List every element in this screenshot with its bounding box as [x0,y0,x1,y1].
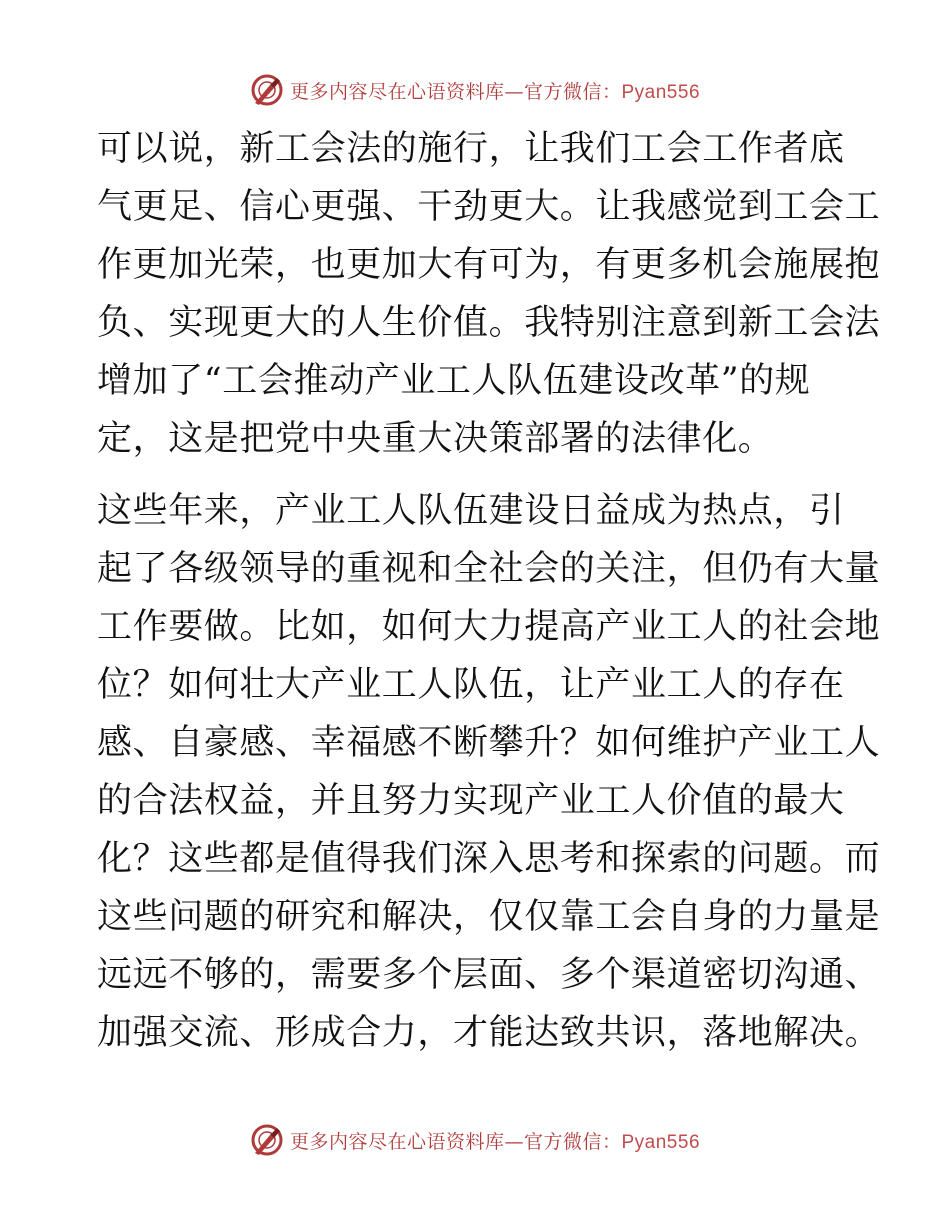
text-line: 远远不够的，需要多个层面、多个渠道密切沟通、 [97,955,881,995]
text-line: 定，这是把党中央重大决策部署的法律化。 [97,419,774,459]
text-line: 这些年来，产业工人队伍建设日益成为热点，引 [97,491,845,531]
text-line: 位？如何壮大产业工人队伍，让产业工人的存在 [97,665,845,705]
text-line: 起了各级领导的重视和全社会的关注，但仍有大量 [97,549,881,589]
text-line: 负、实现更大的人生价值。我特别注意到新工会法 [97,303,881,343]
text-line: 加强交流、形成合力，才能达致共识，落地解决。 [97,1013,881,1053]
text-line: 这些问题的研究和解决，仅仅靠工会自身的力量是 [97,897,881,937]
header-banner-text [290,77,700,104]
header-banner-content [250,73,700,107]
pen-logo-icon [250,73,284,107]
footer-banner [0,1120,950,1160]
text-line: 作更加光荣，也更加大有可为，有更多机会施展抱 [97,245,881,285]
banner-separator: — [504,1130,524,1153]
paragraph-2 [97,482,881,1062]
paragraph-1 [97,120,881,468]
text-line: 化？这些都是值得我们深入思考和探索的问题。而 [97,839,881,879]
text-line: 增加了“工会推动产业工人队伍建设改革”的规 [97,361,811,401]
text-line: 可以说，新工会法的施行，让我们工会工作者底 [97,129,845,169]
pen-logo-icon [250,1123,284,1157]
footer-banner-text [290,1127,700,1154]
banner-wechat-account: Pyan556 [621,1131,701,1153]
banner-separator: — [504,80,524,103]
banner-main-text: 更多内容尽在心语资料库 [289,80,505,103]
footer-banner-content [250,1123,700,1157]
banner-wechat-label: 官方微信： [523,1130,622,1153]
document-body [97,120,881,1062]
banner-wechat-account: Pyan556 [621,81,701,103]
header-banner [0,70,950,110]
text-line: 的合法权益，并且努力实现产业工人价值的最大 [97,781,845,821]
banner-main-text: 更多内容尽在心语资料库 [289,1130,505,1153]
banner-wechat-label: 官方微信： [523,80,622,103]
text-line: 气更足、信心更强、干劲更大。让我感觉到工会工 [97,187,881,227]
text-line: 感、自豪感、幸福感不断攀升？如何维护产业工人 [97,723,881,763]
text-line: 工作要做。比如，如何大力提高产业工人的社会地 [97,607,881,647]
